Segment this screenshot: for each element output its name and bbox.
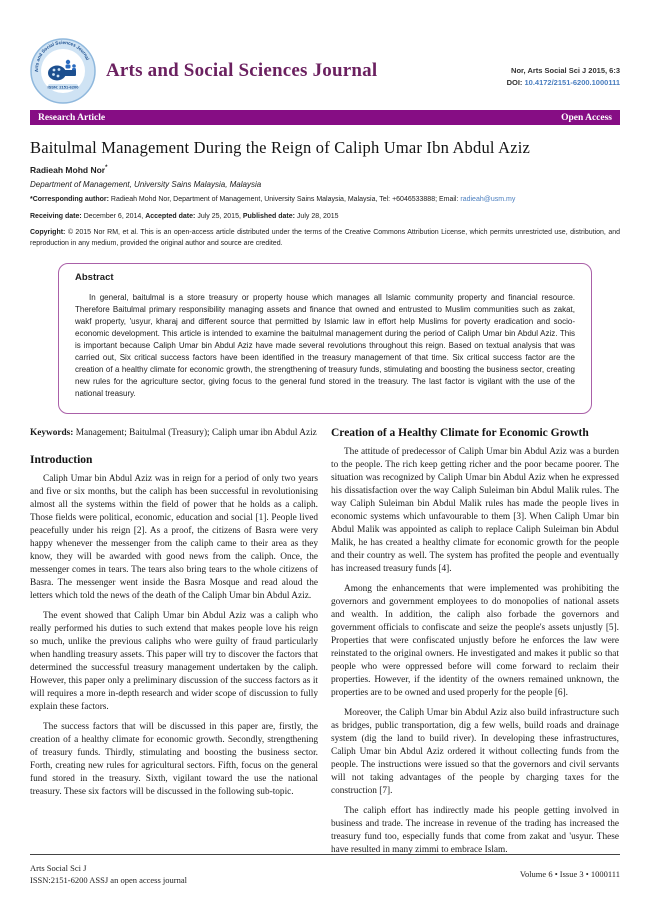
article-type-bar xyxy=(30,110,620,125)
citation-line: Nor, Arts Social Sci J 2015, 6:3 xyxy=(511,66,620,76)
copyright-text: © 2015 Nor RM, et al. This is an open-access article distributed under the terms of the Creative Commons Attribution License, which permits unrestricted use, distribution, and reproduction in any medium, provided the original author and source are credited. xyxy=(30,229,620,247)
article-title: Baitulmal Management During the Reign of Caliph Umar Ibn Abdul Aziz xyxy=(30,138,531,157)
doi-link[interactable]: 10.4172/2151-6200.1000111 xyxy=(524,78,620,87)
accepted-date-label: Accepted date: xyxy=(145,212,196,220)
intro-paragraph-3: The success factors that will be discussed in this paper are, firstly, the creation of a healthy climate for economic growth. Secondly, strengthening of treasury funds. Thirdly, stimulating and boosting the business sector. Forth, creating new rules for agricultural sectors. Fifth, focus on the general fund stored in the treasury. Sixth, vigilant toward the use the national treasury. These six factors will be discussed in the following sub-topic. xyxy=(30,722,318,798)
creation-paragraph-3: Moreover, the Caliph Umar bin Abdul Aziz also build infrastructure such as bridges, public transportation, dig a few wells, build roads and drainage system (dig the land to build river). In developing these infrastructures, Caliph Umar bin Abdul Aziz ordered it without collecting funds from the people. The instructions were issued so that the governors and civil servants will not taking advantages of the people by charging taxes for the construction [7]. xyxy=(331,708,619,797)
palette-icon xyxy=(48,66,66,81)
copyright-line xyxy=(30,228,620,249)
published-date-value: July 28, 2015 xyxy=(294,212,339,220)
email-link[interactable]: radieah@usm.my xyxy=(460,196,516,203)
dates-line xyxy=(30,212,620,223)
keywords-label: Keywords: xyxy=(30,428,74,438)
logo-ring-text: Arts and Social Sciences Journal xyxy=(33,39,91,73)
keywords-text: Management; Baitulmal (Treasury); Caliph umar ibn Abdul Aziz xyxy=(73,428,317,438)
creation-paragraph-4: The caliph effort has indirectly made his people getting involved in business and trade. The increase in revenue of the trading has increased the treasury fund too, especially funds that come from zakat and 'usyur. These have resulted in many zimmi to embrace Islam. xyxy=(331,806,619,856)
receiving-date-label: Receiving date: xyxy=(30,212,82,220)
section-heading-introduction: Introduction xyxy=(30,454,93,467)
section-heading-creation: Creation of a Healthy Climate for Economic Growth xyxy=(331,427,589,439)
accepted-date-value: July 25, 2015, xyxy=(195,212,243,220)
left-column xyxy=(30,427,318,857)
corresponding-label: *Corresponding author: xyxy=(30,196,109,203)
right-column xyxy=(331,427,619,857)
article-type-label: Research Article xyxy=(38,112,106,123)
receiving-date-value: December 6, 2014, xyxy=(81,212,146,220)
journal-logo-icon xyxy=(30,38,96,104)
abstract-box xyxy=(58,263,592,414)
corresponding-text: Radieah Mohd Nor, Department of Management, University Sains Malaysia, Malaysia, Tel: +6046533888; Email: xyxy=(108,196,461,203)
abstract-heading: Abstract xyxy=(75,272,114,283)
affiliation: Department of Management, University Sains Malaysia, Malaysia xyxy=(30,180,262,189)
footer-volume-issue: Volume 6 • Issue 3 • 1000111 xyxy=(519,869,620,880)
open-access-label: Open Access xyxy=(561,112,612,123)
creation-paragraph-2: Among the enhancements that were implemented was prohibiting the governors and government employees to do monopolies of national assets and wealth. In addition, the caliph also forbade the governors and government officials to confiscate and seize the people's assets unjustly [5]. Properties that were confiscated unjustly before he enforces the law were reinstated to the original owners. He investigated and makes it public so that people who were oppressed before will come forward to reclaim their properties. However, if the identity of the owners remained unknown, the properties are to be owned and used properly for the people [6]. xyxy=(331,584,619,699)
author-name: Radieah Mohd Nor xyxy=(30,165,106,175)
intro-paragraph-1: Caliph Umar bin Abdul Aziz was in reign for a period of only two years and five or six months, but the caliph has been successful in revolutionising almost all the systems within the field of power that he holds as a caliph. Those fields were political, economic, education and social [1]. People lived peacefully under his reign [2]. As a proof, the citizens of Basra were very happy whenever the messenger from the caliph came to their area as they know, they will be awarded with good news from the caliph. Once, the messenger comes in tears. The tears also bring tears to the whole citizens of Basra. The messenger went inside the Basra Mosque and read aloud the letters which told the news of the death of the Caliph Umar bin Abdul Aziz. xyxy=(30,474,318,602)
author-mark: * xyxy=(105,165,108,172)
citation-block xyxy=(507,53,620,88)
author-line xyxy=(30,165,620,175)
corresponding-author-line xyxy=(30,195,620,206)
published-date-label: Published date: xyxy=(242,212,295,220)
abstract-body: In general, baitulmal is a store treasury or property house which manages all Islamic community property and financial resource. Therefore Baitulmal primary responsibility managing assets and finance that owned and entrusted to Muslim communities such as zakat, wakf property, 'usyur, kharaj and different source that permitted by Islamic law in effort help Muslims for poverty eradication and socio-economic development. This article is intended to examine the baitulmal management during the period of Caliph Umar bin Abdul Aziz. This is important because Caliph Umar bin Abdul Aziz have made several revolutions throughout this reign. Based on textual analysis that was carried out, Six critical success factors have been identified in the treasury management of that time. Six critical success factor are the creation of a healthy climate for economic growth, the strengthening of treasury funds, stimulating and boosting the business sector, creating new rules for the agriculture sector, giving focus to the general fund stored in the treasury. The last factor is vigilant with the use of the national treasury. xyxy=(75,293,575,398)
keywords-line xyxy=(30,427,318,440)
page-footer xyxy=(30,854,620,888)
footer-issn-line: ISSN:2151-6200 ASSJ an open access journal xyxy=(30,875,188,886)
journal-title: Arts and Social Sciences Journal xyxy=(106,60,378,81)
doi-line xyxy=(507,77,620,89)
creation-paragraph-1: The attitude of predecessor of Caliph Umar bin Abdul Aziz was a burden to the people. The rich keep getting richer and the poor became poorer. The situation was recognized by Caliph Umar bin Abdul Aziz when he expressed his dissatisfaction over the way Caliph Suleiman bin Abdul Malik rules. The way Caliph Suleiman bin Abdul Malik rules has made the people lives in economic systems which unfavourable to them [3]. When Caliph Umar bin Abdul Malik was appointed as caliph to replace Caliph Suleiman bin Abdul Malik, he has created a healthy climate for economic growth for the people and their country as well. The system has profited the people and eventually has increased treasury funds [4]. xyxy=(331,447,619,575)
footer-journal-abbrev: Arts Social Sci J xyxy=(30,862,87,873)
footer-journal-info xyxy=(30,862,187,888)
doi-label: DOI: xyxy=(506,78,525,87)
article-body xyxy=(30,427,620,857)
logo-issn-text: ISSN: 2151-6200 xyxy=(47,84,79,90)
copyright-label: Copyright: xyxy=(30,229,66,236)
page-header xyxy=(30,38,620,104)
intro-paragraph-2: The event showed that Caliph Umar bin Abdul Aziz was a caliph who really performed his duties to such extend that makes people love his reign so much, unlike the previous caliphs who were guilty of fraud particularly when handling treasury assets. This paper will try to discover the factors that determined the successful treasury management undertaken by the caliph. However, this paper only a preliminary discussion of the success factors as it will requires a more in-depth research and wider scope of discussion to fully explain these factors. xyxy=(30,611,318,713)
